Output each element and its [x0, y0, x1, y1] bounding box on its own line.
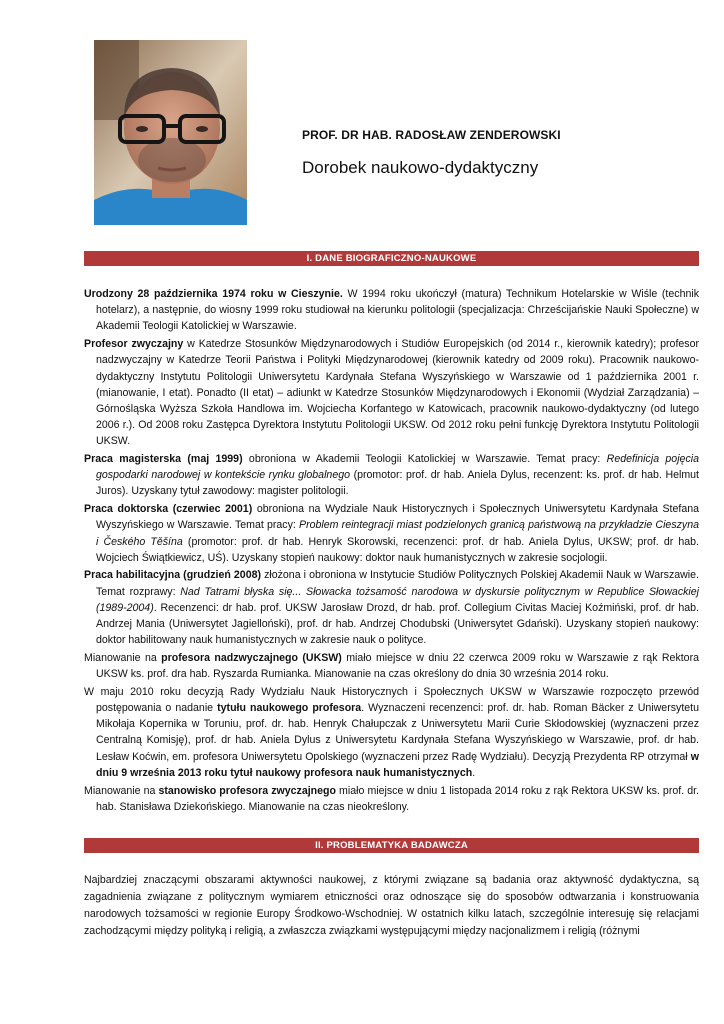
bio-paragraph-masters: Praca magisterska (maj 1999) obroniona w Akademii Teologii Katolickiej w Warszawie. Temat pracy: Redefinicja pojęcia gospodarki narodowej w kontekście rynku globalnego (promotor: prof. dr hab. Aniela Dylus, recenzent: ks. prof. dr hab. Helmut Juros). Uzyskany tytuł zawodowy: magister politologii. — [84, 453, 699, 498]
bio-paragraph-position: Profesor zwyczajny w Katedrze Stosunków Międzynarodowych i Studiów Europejskich (od 2014 r., kierownik katedry); profesor nadzwyczajny w Katedrze Teorii Państwa i Polityki Międzynarodowej (kierownik katedry od 2009 roku). Pracownik naukowo-dydaktyczny Instytutu Politologii Uniwersytetu Kardynała Stefana Wyszyńskiego w Warszawie od 1 października 2001 r. (mianowanie, I etat). Ponadto (II etat) – adiunkt w Katedrze Stosunków Międzynarodowych i Ekonomii (Wydział Zarządzania) – Górnośląska Wyższa Szkoła Handlowa im. Wojciecha Korfantego w Katowicach, pracownik naukowo-dydaktyczny (od lutego 2006 r.). Od 2008 roku Zastępca Dyrektora Instytutu Politologii UKSW. Od 2012 roku pełni funkcję Dyrektora Instytutu Politologii UKSW. — [84, 338, 699, 448]
bio-paragraph-habilitation: Praca habilitacyjna (grudzień 2008) złożona i obroniona w Instytucie Studiów Politycznych Polskiej Akademii Nauk w Warszawie. Temat rozprawy: Nad Tatrami błyska się... Słowacka tożsamość narodowa w dyskursie politycznym w Republice Słowackiej (1989-2004). Recenzenci: dr hab. prof. UKSW Jarosław Drozd, dr hab. prof. Collegium Civitas Maciej Koźmiński, prof. dr hab. Andrzej Mania (Uniwersytet Jagielloński), prof. dr hab. Andrzej Chodubski (Uniwersytet Gdański). Uzyskany stopień naukowy: doktor habilitowany nauk humanistycznych w zakresie nauk o polityce. — [84, 569, 700, 647]
author-portrait-icon — [94, 40, 247, 225]
bio-paragraph-associate-professor: Mianowanie na profesora nadzwyczajnego (UKSW) miało miejsce w dniu 22 czerwca 2009 roku w Warszawie z rąk Rektora UKSW ks. prof. dra hab. Ryszarda Rumianka. Mianowanie na czas określony do dnia 30 września 2014 roku. — [84, 651, 699, 681]
bio-paragraph-full-professor: Mianowanie na stanowisko profesora zwyczajnego miało miejsce w dniu 1 listopada 2014 roku z rąk Rektora UKSW ks. prof. dr. hab. Stanisława Dziekońskiego. Mianowanie na czas nieokreślony. — [84, 784, 699, 813]
bio-paragraph-doctorate: Praca doktorska (czerwiec 2001) obroniona na Wydziale Nauk Historycznych i Społecznych Uniwersytetu Kardynała Stefana Wyszyńskiego w Warszawie. Temat pracy: Problem reintegracji miast podzielonych granicą państwową na przykładzie Cieszyna i Českého Těšína (promotor: prof. dr hab. Henryk Skorowski, recenzenci: prof. dr hab. Aniela Dylus, UKSW; prof. dr hab. Wojciech Świątkiewicz, UŚ). Uzyskany stopień naukowy: doktor nauk humanistycznych w zakresie socjologii. — [84, 503, 699, 564]
research-intro-paragraph: Najbardziej znaczącymi obszarami aktywności naukowej, z którymi związane są badania oraz aktywność dydaktyczna, są zagadnienia związane z politycznym wymiarem etniczności oraz odnoszące się do sposobów odtwarzania i konstruowania narodowych tożsamości w regionie Europy Środkowo-Wschodniej. W ostatnich kilku latach, szczególnie interesuję się relacjami zachodzącymi między polityką i religią, a zwłaszcza związkami występującymi między nacjonalizmem i religią (różnymi — [84, 874, 699, 937]
author-name: PROF. DR HAB. RADOSŁAW ZENDEROWSKI — [302, 128, 561, 142]
bio-paragraph-professor-title: W maju 2010 roku decyzją Rady Wydziału Nauk Historycznych i Społecznych UKSW w Warszawie rozpoczęto przewód postępowania o nadanie tytułu naukowego profesora. Wyznaczeni recenzenci: prof. dr. hab. Roman Bäcker z Uniwersytetu Mikołaja Kopernika w Toruniu, prof. dr. hab. Henryk Chałupczak z Uniwersytetu Marii Curie Skłodowskiej (wyznaczeni przez Centralną Komisję), prof. dr hab. Aniela Dylus z Uniwersytetu Kardynała Stefana Wyszyńskiego w Warszawie, prof. dr hab. Lesław Koćwin, em. profesora Uniwersytetu Opolskiego (wyznaczeni przez Radę Wydziału). Decyzją Prezydenta RP otrzymał w dniu 9 września 2013 roku tytuł naukowy profesora nauk humanistycznych. — [84, 685, 699, 779]
page-title: Dorobek naukowo-dydaktyczny — [302, 158, 539, 177]
section-header-research: II. PROBLEMATYKA BADAWCZA — [84, 838, 699, 853]
bio-paragraph-birth: Urodzony 28 października 1974 roku w Cieszynie. W 1994 roku ukończył (matura) Technikum Hotelarskie w Wiśle (technik hotelarz), a następnie, do wiosny 1999 roku studiował na kierunku politologii (specjalizacja: Chrześcijańskie Nauki Społeczne) w Akademii Teologii Katolickiej w Warszawie. — [84, 288, 699, 333]
author-photo — [94, 40, 247, 225]
biography-content — [84, 286, 699, 817]
section-header-biography: I. DANE BIOGRAFICZNO-NAUKOWE — [84, 251, 699, 266]
